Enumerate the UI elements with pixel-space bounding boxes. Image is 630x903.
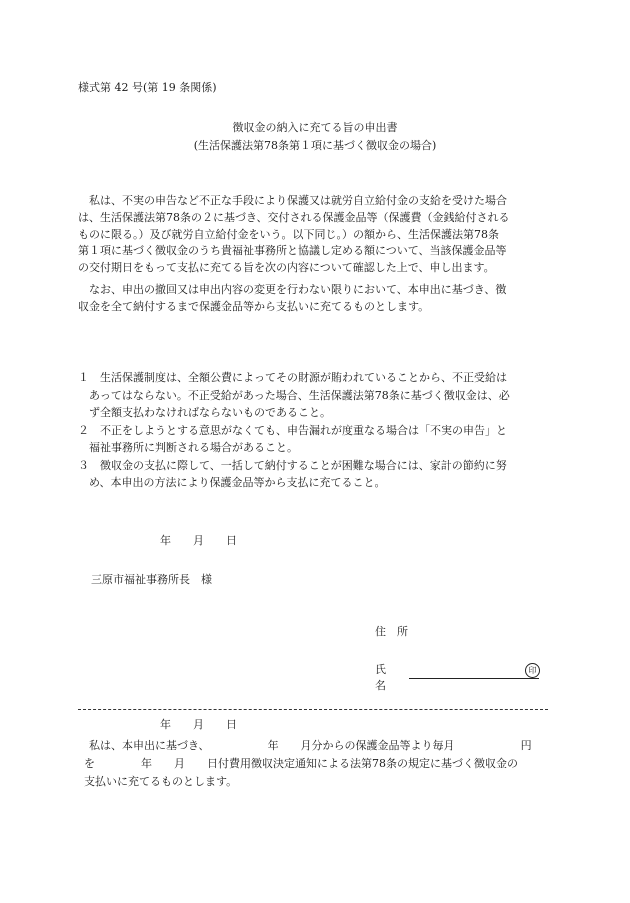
cut-line-divider [78, 709, 548, 710]
name-field[interactable] [409, 678, 539, 679]
note-line: め、本申出の方法により保護金品等から支払に充てること。 [78, 476, 386, 489]
note-line: ３ 徴収金の支払に際して、一括して納付することが困難な場合には、家計の節約に努 [78, 458, 507, 472]
application-date-field[interactable]: 年 月 日 [160, 534, 237, 547]
note-line: １ 生活保護制度は、全額公費によってその財源が賄われていることから、不正受給は [78, 371, 507, 384]
form-number: 様式第 42 号(第 19 条関係) [78, 81, 217, 94]
notes-list [78, 369, 556, 492]
note-item-1 [78, 369, 556, 422]
declaration-line: は、生活保護法第78条の２に基づき、交付される保護金品等（保護費（金銭給付される [78, 210, 510, 224]
seal-icon: 印 [525, 663, 540, 678]
recipient: 三原市福祉事務所長 様 [91, 573, 212, 586]
declaration-line: 第１項に基づく徴収金のうち貴福祉事務所と協議し定める額について、当該保護金品等 [78, 244, 507, 258]
note-line: ず全額支払わなければならないものであること。 [78, 406, 331, 419]
declaration-line: 私は、不実の申告など不正な手段により保護又は就労自立給付金の支給を受けた場合 [78, 194, 507, 207]
withdrawal-line: 収金を全て納付するまで保護金品等から支払いに充てるものとします。 [78, 299, 430, 313]
withdrawal-paragraph [78, 282, 556, 316]
address-label: 住 所 [375, 625, 408, 638]
payment-line-2 [78, 755, 556, 773]
name-label: 氏 名 [375, 663, 397, 692]
payment-text-a: 私は、本申出に基づき、 [78, 739, 210, 752]
note-line: あってはならない。不正受給があった場合、生活保護法第78条に基づく徴収金は、必 [78, 388, 510, 402]
withdrawal-line: なお、申出の撤回又は申出内容の変更を行わない限りにおいて、本申出に基づき、徴 [78, 283, 507, 296]
declaration-paragraph [78, 193, 556, 277]
note-line: ２ 不正をしようとする意思がなくても、申告漏れが度重なる場合は「不実の申告」と [78, 423, 507, 437]
note-item-2 [78, 422, 556, 457]
declaration-line: ものに限る。）及び就労自立給付金をいう。以下同じ。）の額から、生活保護法第78条 [78, 227, 499, 241]
note-line: 福祉事務所に判断される場合があること。 [78, 441, 298, 454]
payment-text-d: を [84, 757, 95, 770]
document-title: 徴収金の納入に充てる旨の申出書 [232, 121, 398, 134]
payment-line-3 [78, 773, 556, 791]
payment-statement [78, 737, 556, 791]
document-subtitle: (生活保護法第78条第１項に基づく徴収金の場合) [193, 139, 437, 152]
payment-line-1 [78, 737, 556, 755]
declaration-line: の交付期日をもって支払に充てる旨を次の内容について確認した上で、申し出ます。 [78, 261, 495, 275]
decision-date-field[interactable]: 年 月 日 [160, 718, 237, 731]
payment-text-e: 年 月 日付費用徴収決定通知による法第78条の規定に基づく徴収金の [141, 757, 518, 770]
payment-text-b: 年 月分からの保護金品等より毎月 [267, 739, 455, 752]
payment-text-c: 円 [520, 739, 532, 752]
note-item-3 [78, 457, 556, 492]
payment-text-f: 支払いに充てるものとします。 [84, 775, 238, 788]
